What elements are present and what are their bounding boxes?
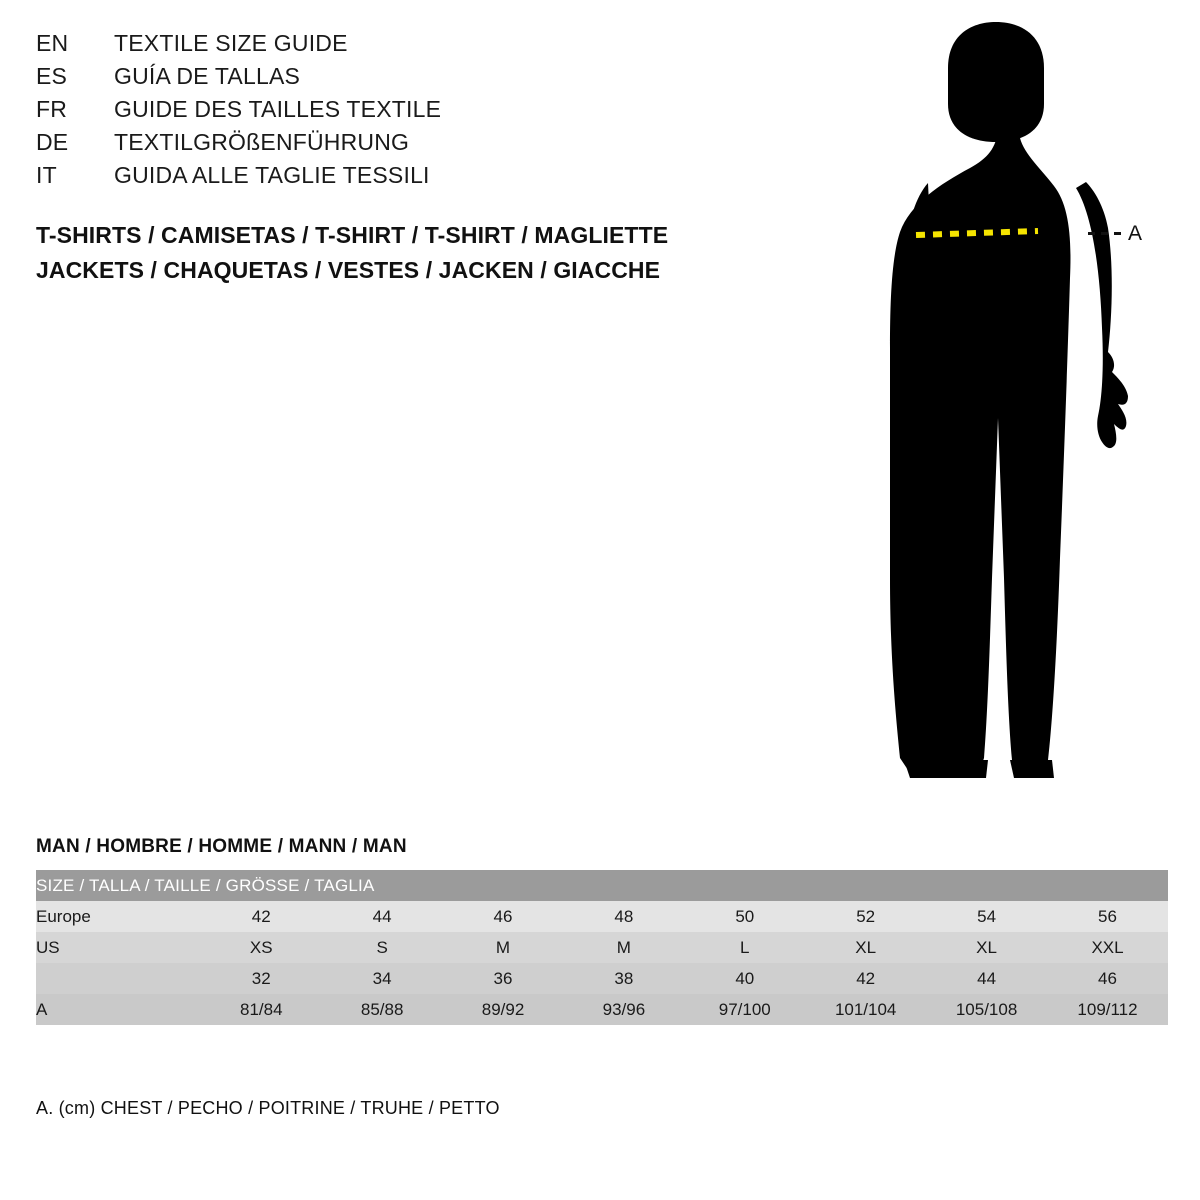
row-label: Europe [36, 901, 201, 932]
body-silhouette [820, 18, 1180, 788]
language-code: IT [36, 162, 57, 188]
row-label: A [36, 994, 201, 1025]
cell-value: 38 [563, 963, 684, 994]
measure-leader-dashes [1088, 232, 1122, 235]
cell-value: 105/108 [926, 994, 1047, 1025]
cell-value: XL [805, 932, 926, 963]
cell-value: 97/100 [684, 994, 805, 1025]
cell-value: XL [926, 932, 1047, 963]
cell-value: 42 [201, 901, 322, 932]
language-title: GUIDA ALLE TAGLIE TESSILI [114, 162, 430, 188]
cell-value: 109/112 [1047, 994, 1168, 1025]
cell-value: 48 [563, 901, 684, 932]
measure-label-a: A [1128, 222, 1143, 245]
language-code: FR [36, 96, 68, 122]
language-title: TEXTILE SIZE GUIDE [114, 30, 348, 56]
table-footnote: A. (cm) CHEST / PECHO / POITRINE / TRUHE / PETTO [36, 1098, 500, 1118]
row-label: US [36, 932, 201, 963]
cell-value: 44 [926, 963, 1047, 994]
cell-value: 101/104 [805, 994, 926, 1025]
category-jackets: JACKETS / CHAQUETAS / VESTES / JACKEN / GIACCHE [36, 257, 661, 283]
language-row [36, 96, 736, 129]
cell-value: 89/92 [443, 994, 564, 1025]
cell-value: 36 [443, 963, 564, 994]
table-group-title: MAN / HOMBRE / HOMME / MANN / MAN [36, 836, 407, 857]
language-title: GUIDE DES TAILLES TEXTILE [114, 96, 442, 122]
cell-value: 34 [322, 963, 443, 994]
cell-value: M [563, 932, 684, 963]
row-label [36, 963, 201, 994]
cell-value: XXL [1047, 932, 1168, 963]
language-title: TEXTILGRÖßENFÜHRUNG [114, 129, 410, 155]
size-table [36, 870, 1168, 1025]
language-row [36, 63, 736, 96]
language-title: GUÍA DE TALLAS [114, 63, 301, 89]
silhouette-shape [890, 22, 1128, 778]
table-banner-label: SIZE / TALLA / TAILLE / GRÖSSE / TAGLIA [36, 870, 1168, 901]
cell-value: 50 [684, 901, 805, 932]
cell-value: 52 [805, 901, 926, 932]
cell-value: 93/96 [563, 994, 684, 1025]
cell-value: L [684, 932, 805, 963]
cell-value: S [322, 932, 443, 963]
cell-value: XS [201, 932, 322, 963]
cell-value: 42 [805, 963, 926, 994]
cell-value: 32 [201, 963, 322, 994]
cell-value: 54 [926, 901, 1047, 932]
category-tshirts: T-SHIRTS / CAMISETAS / T-SHIRT / T-SHIRT / MAGLIETTE [36, 222, 669, 248]
language-code: DE [36, 129, 69, 155]
language-list [36, 30, 736, 195]
size-table-section [36, 836, 1168, 1025]
language-row [36, 129, 736, 162]
language-code: ES [36, 63, 68, 89]
cell-value: M [443, 932, 564, 963]
cell-value: 46 [443, 901, 564, 932]
table-row [36, 901, 1168, 932]
language-code: EN [36, 30, 69, 56]
cell-value: 56 [1047, 901, 1168, 932]
table-banner-row [36, 870, 1168, 901]
language-row [36, 162, 736, 195]
cell-value: 40 [684, 963, 805, 994]
table-row [36, 963, 1168, 994]
cell-value: 44 [322, 901, 443, 932]
table-row [36, 932, 1168, 963]
table-row [36, 994, 1168, 1025]
cell-value: 85/88 [322, 994, 443, 1025]
language-row [36, 30, 736, 63]
garment-categories [36, 218, 796, 288]
cell-value: 81/84 [201, 994, 322, 1025]
cell-value: 46 [1047, 963, 1168, 994]
